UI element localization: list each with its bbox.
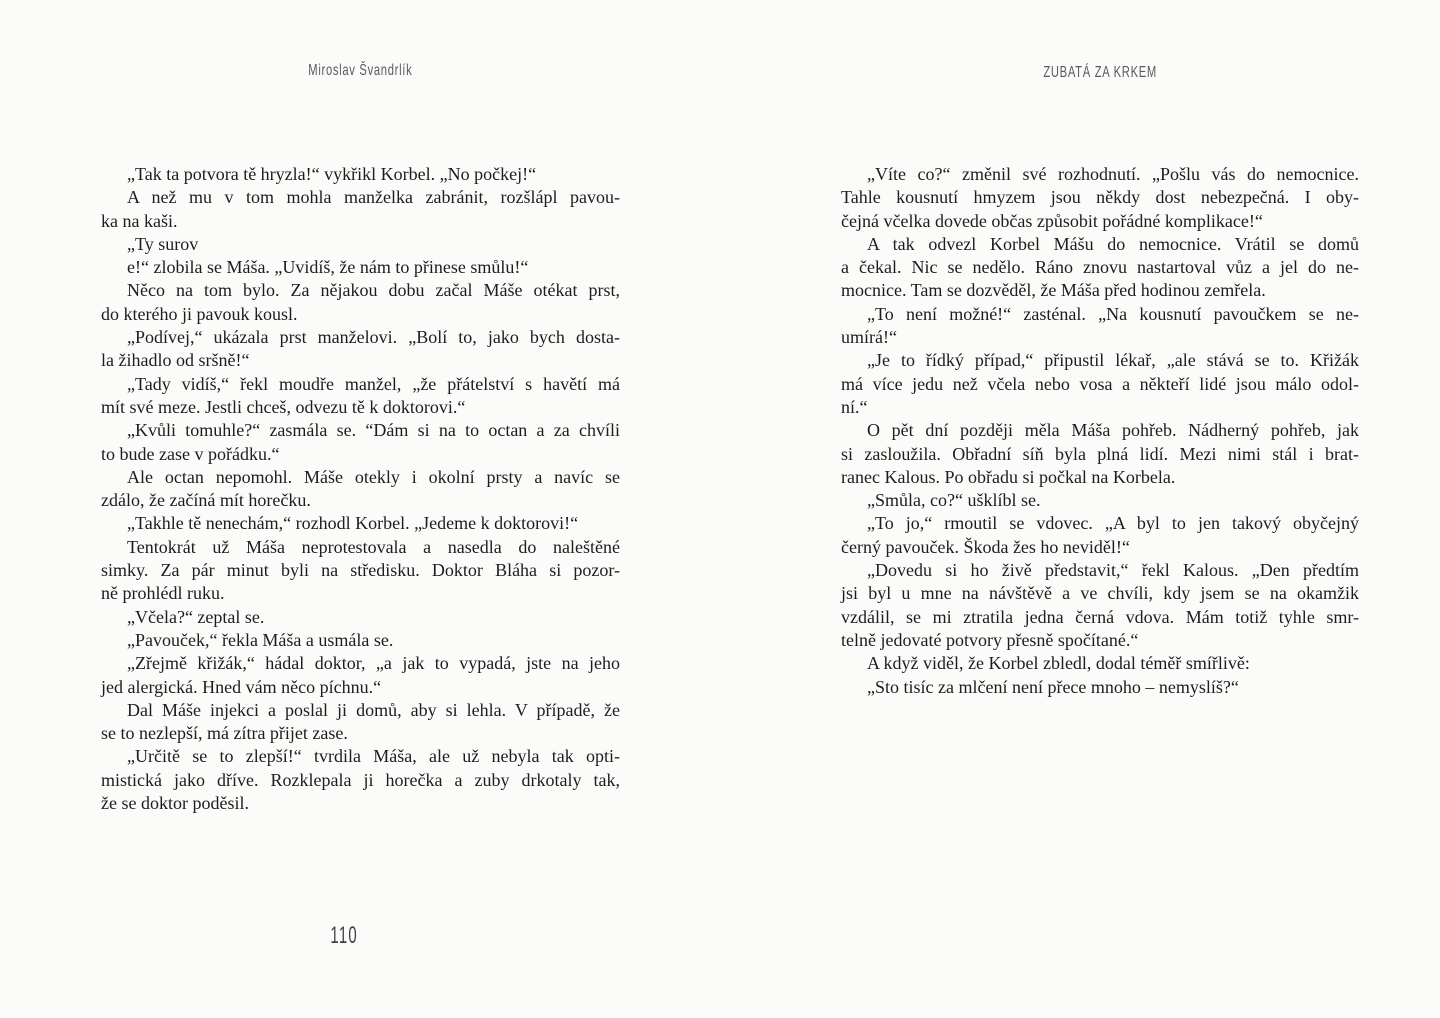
running-header-author bbox=[101, 62, 620, 84]
text-line: „Podívej,“ ukázala prst manželovi. „Bolí to, jako bych dosta- bbox=[127, 327, 620, 348]
text-line: vzdálil, se mi ztratila jedna černá vdova. Mám totiž tyhle smr- bbox=[841, 606, 1359, 627]
text-line: „Zřejmě křižák,“ hádal doktor, „a jak to vypadá, jste na jeho bbox=[127, 653, 620, 674]
text-line: A než mu v tom mohla manželka zabránit, rozšlápl pavou- bbox=[127, 187, 620, 208]
right-page-text-column bbox=[841, 163, 1359, 699]
text-line: ně prohlédl ruku. bbox=[101, 583, 225, 604]
running-header-author-text: Miroslav Švandrlík bbox=[308, 62, 413, 79]
running-header-book-title bbox=[841, 64, 1359, 86]
text-line: „Sto tisíc za mlčení není přece mnoho – nemyslíš?“ bbox=[867, 676, 1239, 697]
text-line: simky. Za pár minut byli na středisku. Doktor Bláha si pozor- bbox=[101, 560, 620, 581]
text-line: do kterého ji pavouk kousl. bbox=[101, 303, 298, 324]
text-line: čejná včelka dovede občas způsobit pořádné komplikace!“ bbox=[841, 210, 1263, 231]
text-line: zdálo, že začíná mít horečku. bbox=[101, 490, 311, 511]
text-line: A tak odvezl Korbel Mášu do nemocnice. Vrátil se domů bbox=[867, 233, 1359, 254]
page-number-text: 110 bbox=[330, 922, 358, 949]
text-line: Něco na tom bylo. Za nějakou dobu začal Máše otékat prst, bbox=[127, 280, 620, 301]
text-line: ní.“ bbox=[841, 396, 868, 417]
text-line: telně jedovaté potvory přesně spočítané.“ bbox=[841, 629, 1139, 650]
text-line: ranec Kalous. Po obřadu si počkal na Korbela. bbox=[841, 466, 1176, 487]
text-line: „Určitě se to zlepší!“ tvrdila Máša, ale už nebyla tak opti- bbox=[127, 746, 620, 767]
text-line: „Kvůli tomuhle?“ zasmála se. “Dám si na to octan a za chvíli bbox=[127, 420, 620, 441]
text-line: „To jo,“ rmoutil se vdovec. „A byl to jen takový obyčejný bbox=[867, 513, 1359, 534]
text-line: Dal Máše injekci a poslal ji domů, aby si lehla. V případě, že bbox=[127, 699, 620, 720]
text-line: „Takhle tě nenechám,“ rozhodl Korbel. „Jedeme k doktorovi!“ bbox=[127, 513, 579, 534]
text-line: Ale octan nepomohl. Máše otekly i okolní prsty a navíc se bbox=[127, 466, 620, 487]
text-line: A když viděl, že Korbel zbledl, dodal téměř smířlivě: bbox=[867, 653, 1250, 674]
text-line: „Včela?“ zeptal se. bbox=[127, 606, 265, 627]
text-line: „Tak ta potvora tě hryzla!“ vykřikl Korbel. „No počkej!“ bbox=[127, 164, 537, 184]
text-line: a čekal. Nic se nedělo. Ráno znovu nastartoval vůz a jel do ne- bbox=[841, 257, 1359, 278]
running-header-book-title-text: ZUBATÁ ZA KRKEM bbox=[1043, 64, 1157, 81]
text-line: jed alergická. Hned vám něco píchnu.“ bbox=[101, 676, 382, 697]
text-line: „Víte co?“ změnil své rozhodnutí. „Pošlu vás do nemocnice. bbox=[867, 164, 1359, 184]
text-line: se to nezlepší, má zítra přijet zase. bbox=[101, 723, 348, 744]
text-line: „To není možné!“ zasténal. „Na kousnutí pavoučkem se ne- bbox=[867, 303, 1359, 324]
text-line: „Ty surov bbox=[127, 233, 199, 254]
text-line: la žihadlo od sršně!“ bbox=[101, 350, 250, 371]
text-line: umírá!“ bbox=[841, 327, 897, 348]
page-number bbox=[322, 922, 362, 950]
text-line: O pět dní později měla Máša pohřeb. Nádherný pohřeb, jak bbox=[867, 420, 1359, 441]
text-line: mistická jako dříve. Rozklepala ji horečka a zuby drkotaly tak, bbox=[101, 769, 620, 790]
text-line: „Je to řídký případ,“ připustil lékař, „ale stává se to. Křižák bbox=[867, 350, 1359, 371]
text-line: mocnice. Tam se dozvěděl, že Máša před hodinou zemřela. bbox=[841, 280, 1266, 301]
text-line: černý pavouček. Škoda žes ho neviděl!“ bbox=[841, 536, 1130, 557]
text-line: ka na kaši. bbox=[101, 210, 178, 231]
text-line: že se doktor poděsil. bbox=[101, 793, 249, 814]
left-page-text-column bbox=[101, 163, 620, 815]
text-line: jsi byl u mne na návštěvě a ve chvíli, kdy jsem se na okamžik bbox=[841, 583, 1359, 604]
text-line: má více jedu než včela nebo vosa a někteří lidé jsou málo odol- bbox=[841, 373, 1359, 394]
text-line: si zasloužila. Obřadní síň byla plná lidí. Mezi nimi stál i brat- bbox=[841, 443, 1359, 464]
text-line: e!“ zlobila se Máša. „Uvidíš, že nám to přinese smůlu!“ bbox=[127, 257, 529, 278]
text-line: „Smůla, co?“ ušklíbl se. bbox=[867, 490, 1041, 511]
text-line: „Dovedu si ho živě představit,“ řekl Kalous. „Den předtím bbox=[867, 560, 1359, 581]
text-line: Tentokrát už Máša neprotestovala a nasedla do naleštěné bbox=[127, 536, 620, 557]
text-line: mít své meze. Jestli chceš, odvezu tě k doktorovi.“ bbox=[101, 396, 466, 417]
text-line: „Tady vidíš,“ řekl moudře manžel, „že přátelství s havětí má bbox=[127, 373, 620, 394]
text-line: Tahle kousnutí hmyzem jsou někdy dost nebezpečná. I oby- bbox=[841, 187, 1359, 208]
text-line: „Pavouček,“ řekla Máša a usmála se. bbox=[127, 629, 394, 650]
text-line: to bude zase v pořádku.“ bbox=[101, 443, 280, 464]
